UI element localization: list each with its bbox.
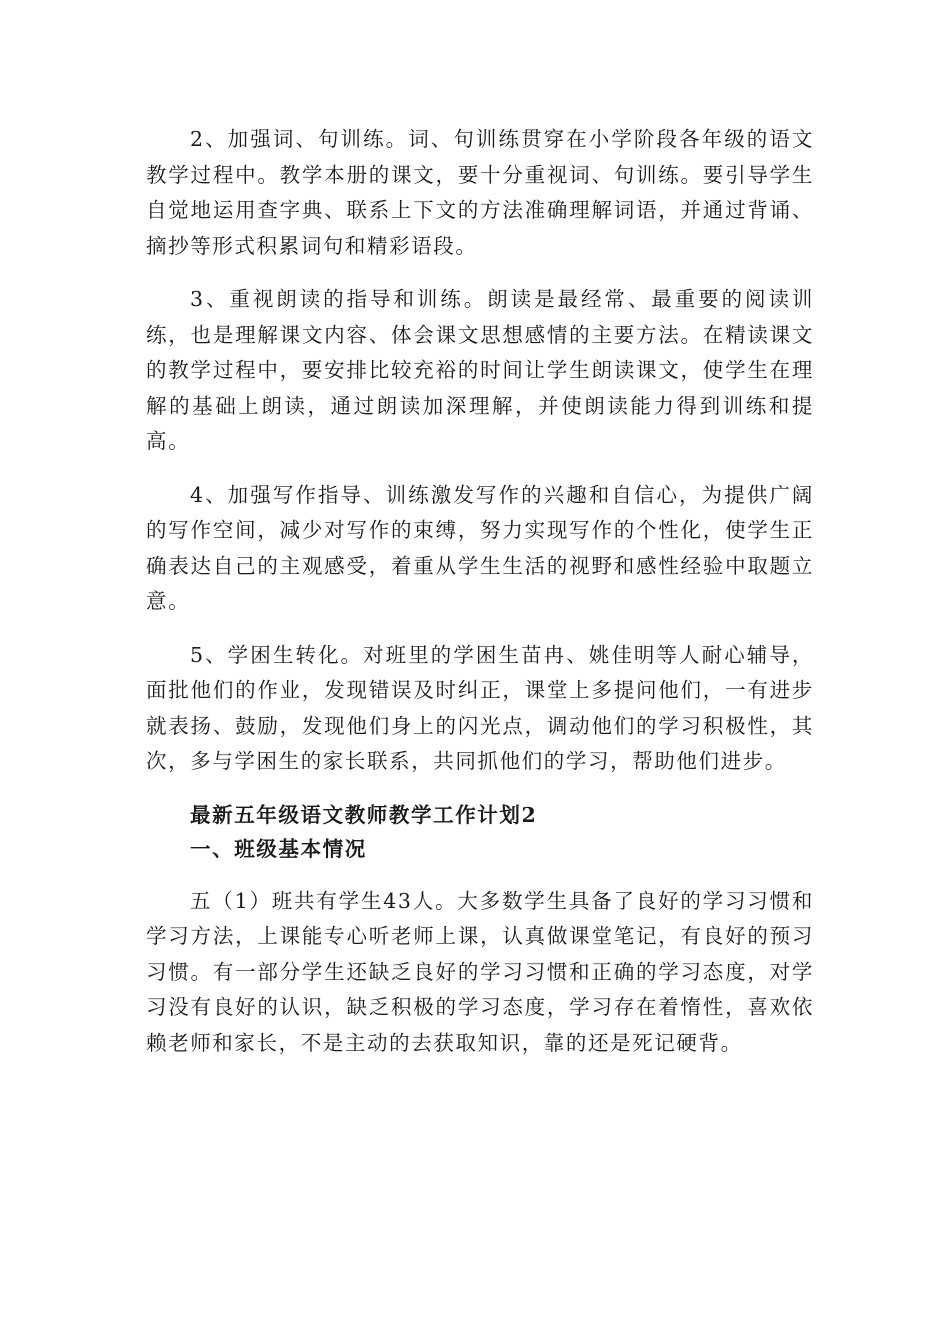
document-body — [146, 122, 814, 1079]
subsection-title: 一、班级基本情况 — [190, 836, 367, 861]
paragraph-struggling-students: 5、学困生转化。对班里的学困生苗冉、姚佳明等人耐心辅导，面批他们的作业，发现错误及时纠正，课堂上多提问他们，一有进步就表扬、鼓励，发现他们身上的闪光点，调动他们的学习积极性，其次，多与学困生的家长联系，共同抓他们的学习，帮助他们进步。 — [146, 642, 814, 773]
paragraph-writing-guidance: 4、加强写作指导、训练激发写作的兴趣和自信心，为提供广阔的写作空间，减少对写作的束缚，努力实现写作的个性化，使学生正确表达自己的主观感受，着重从学生生活的视野和感性经验中取题立意。 — [146, 482, 814, 613]
paragraph-class-overview: 五（1）班共有学生43人。大多数学生具备了良好的学习习惯和学习方法，上课能专心听老师上课，认真做课堂笔记，有良好的预习习惯。有一部分学生还缺乏良好的学习习惯和正确的学习态度，对学习没有良好的认识，缺乏积极的学习态度，学习存在着惰性，喜欢依赖老师和家长，不是主动的去获取知识，靠的还是死记硬背。 — [146, 888, 814, 1055]
section-title: 最新五年级语文教师教学工作计划2 — [190, 802, 538, 827]
paragraph-word-sentence-training: 2、加强词、句训练。词、句训练贯穿在小学阶段各年级的语文教学过程中。教学本册的课文，要十分重视词、句训练。要引导学生自觉地运用查字典、联系上下文的方法准确理解词语，并通过背诵、摘抄等形式积累词句和精彩语段。 — [146, 127, 814, 258]
paragraph-reading-aloud: 3、重视朗读的指导和训练。朗读是最经常、最重要的阅读训练，也是理解课文内容、体会课文思想感情的主要方法。在精读课文的教学过程中，要安排比较充裕的时间让学生朗读课文，使学生在理解的基础上朗读，通过朗读加深理解，并使朗读能力得到训练和提高。 — [146, 287, 814, 453]
